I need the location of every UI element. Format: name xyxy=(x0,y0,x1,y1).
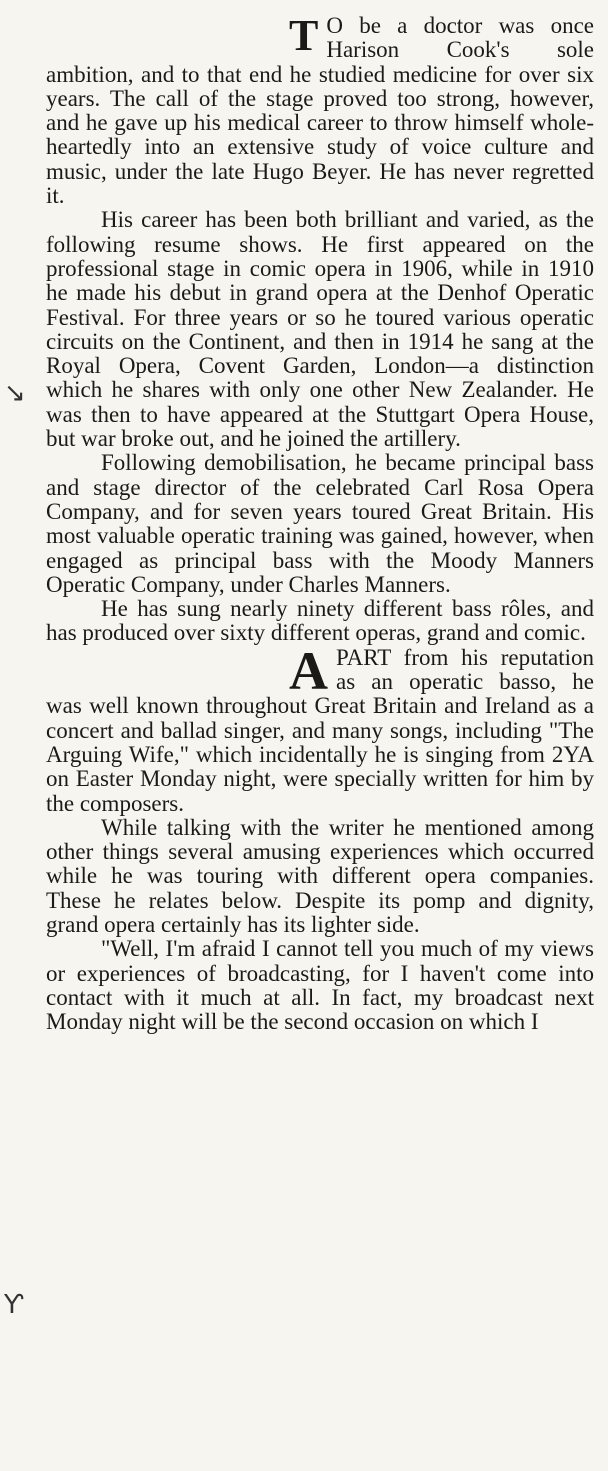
paragraph-2: His career has been both brilliant and varied, as the following resume shows. He first appeared on the professional stage in comic opera in 1906, while in 1910 he made his debut in grand opera at the Denhof Operatic Festival. For three years or so he toured various operatic circuits on the Continent, and then in 1914 he sang at the Royal Opera, Covent Garden, London—a distinction which he shares with only one other New Zealander. He was then to have appeared at the Stuttgart Opera House, but war broke out, and he joined the artillery. xyxy=(46,207,594,452)
margin-pencil-mark-icon: ↘ xyxy=(4,378,26,408)
paragraph-3: Following demobilisation, he became principal bass and stage director of the celebrated Carl Rosa Opera Company, and for seven years toured Great Britain. His most valuable operatic training was gained, however, when engaged as principal bass with the Moody Manners Operatic Company, under Charles Manners. xyxy=(46,450,594,597)
paragraph-7: "Well, I'm afraid I cannot tell you much of my views or experiences of broadcasting, for I haven't come into contact with it much at all. In fact, my broadcast next Monday night will be the second occasion on which I xyxy=(46,936,594,1035)
drop-cap-a: A xyxy=(289,640,328,701)
paragraph-5-text: PART from his reputation as an operatic basso, he was well known throughout Great Britain and Ireland as a concert and ballad singer, and many songs, including "The Arguing Wife," which incidentally he is singing from 2YA on Easter Monday night, were specially written for him by the composers. xyxy=(46,644,594,816)
article-column xyxy=(46,11,594,1035)
paragraph-4: He has sung nearly ninety different bass rôles, and has produced over sixty different operas, grand and comic. xyxy=(46,596,594,646)
paragraph-5 xyxy=(46,640,594,816)
paragraph-6: While talking with the writer he mentioned among other things several amusing experiences which occurred while he was touring with different opera companies. These he relates below. Despite its pomp and dignity, grand opera certainly has its lighter side. xyxy=(46,814,594,937)
drop-cap-t: T xyxy=(289,11,319,60)
margin-tick-mark-icon: Ƴ xyxy=(4,1290,24,1320)
paragraph-1-text: O be a doctor was once Harison Cook's sole ambition, and to that end he studied medicine for over six years. The call of the stage proved too strong, however, and he gave up his medical career to throw himself whole-heartedly into an extensive study of voice culture and music, under the late Hugo Beyer. He has never regretted it. xyxy=(46,13,594,209)
paragraph-1 xyxy=(46,11,594,209)
